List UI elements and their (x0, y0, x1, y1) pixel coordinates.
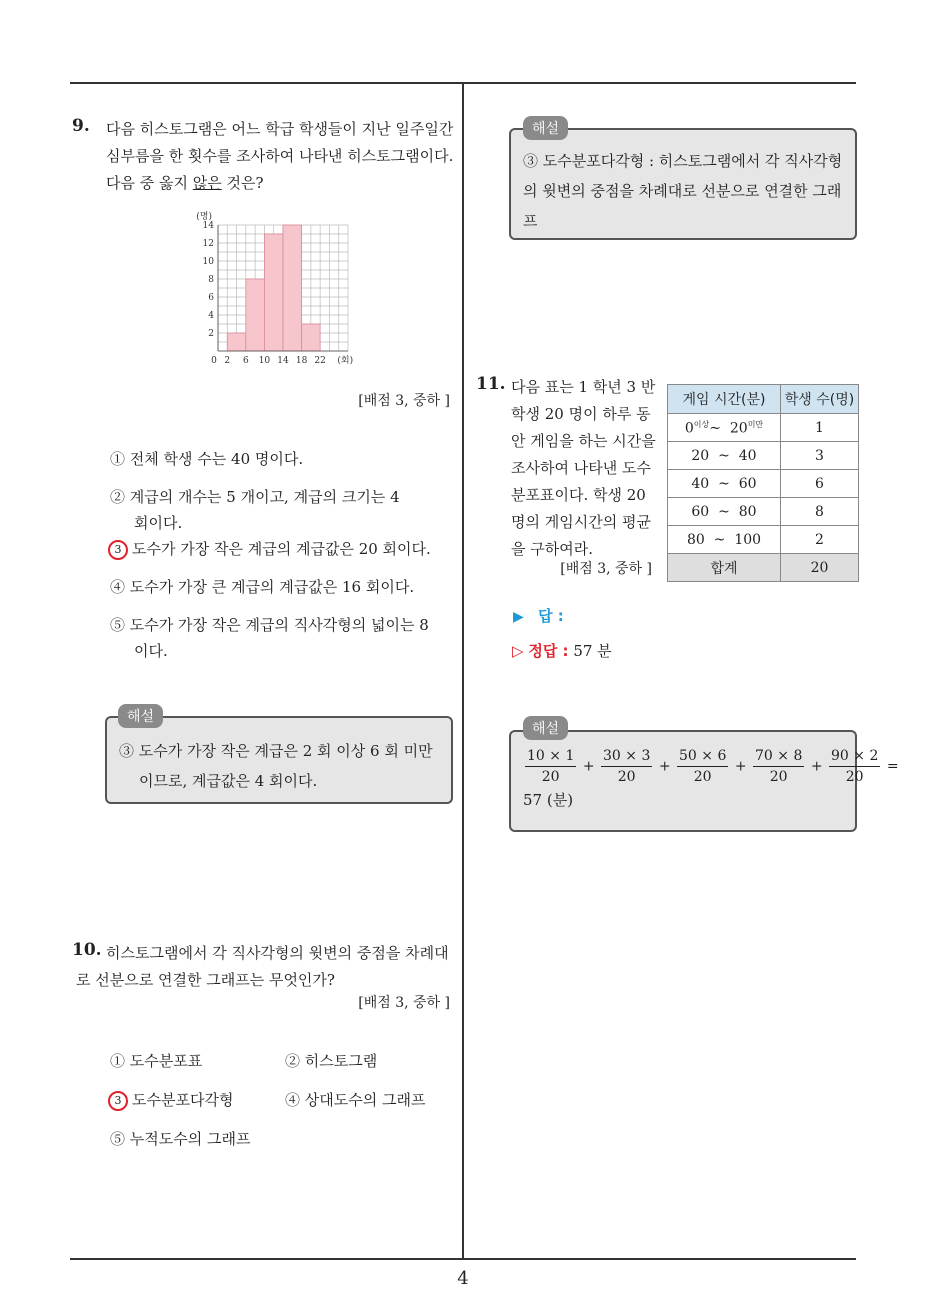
fraction: $\frac{50 \times 6}{20}$ (679, 748, 727, 785)
column-divider (462, 82, 464, 1260)
selected-answer-circle-icon: 3 (108, 1091, 128, 1111)
q11-text-line: 명의 게임시간의 평균 (511, 513, 651, 531)
q10-solution-tag: 해설 (523, 116, 568, 140)
q11-text-line: 다음 표는 1 학년 3 반 (511, 378, 656, 396)
q10-number: 10. (72, 940, 102, 960)
q10-option-2[interactable]: ② 히스토그램 (285, 1052, 378, 1070)
page-number: 4 (457, 1268, 469, 1289)
table-header-count: 학생 수(명) (781, 385, 859, 414)
q10-text-line2: 로 선분으로 연결한 그래프는 무엇인가? (76, 971, 335, 989)
histogram-bar (246, 279, 265, 351)
fraction: $\frac{70 \times 8}{20}$ (755, 748, 803, 785)
answer-row (513, 605, 564, 626)
y-axis-label: (명) (196, 212, 212, 222)
solution-result: 57 (분) (523, 791, 574, 809)
q11-number: 11. (476, 374, 506, 394)
x-tick-label: 6 (242, 356, 249, 366)
q9-option-2[interactable]: ② 계급의 개수는 5 개이고, 계급의 크기는 4 회이다. (110, 488, 400, 532)
q10-solution-line1: ③ 도수분포다각형 : 히스토그램에서 각 직사각형 (523, 152, 843, 170)
q9-meta: [배점 3, 중하 ] (358, 393, 450, 409)
table-row: 60 ~ 80 8 (668, 498, 859, 526)
correct-answer-row (512, 640, 612, 661)
x-axis-label: (회) (337, 356, 354, 366)
fraction: $\frac{10 \times 1}{20}$ (527, 748, 575, 785)
table-total-row: 합계 20 (668, 554, 859, 582)
fraction: $\frac{30 \times 3}{20}$ (603, 748, 651, 785)
histogram-chart (190, 208, 370, 370)
q11-solution-box (509, 730, 899, 832)
answer-label: 답 : (538, 607, 564, 625)
y-tick-label: 4 (208, 311, 214, 321)
q9-text-line2: 심부름을 한 횟수를 조사하여 나타낸 히스토그램이다. (106, 147, 454, 165)
fraction-sum: $\frac{10 \times 1}{20}$ + $\frac{30 \times 3}{20}$ + $\frac{50 \times 6}{20}$ + $\frac{70 \times 8}{20}$ + $\frac{90 \times 2}{20}$ = (527, 748, 899, 785)
table-row: $0^{이상}\sim$ $20^{미만}$ 1 (668, 414, 859, 442)
q10-solution-box (509, 128, 857, 240)
selected-answer-circle-icon: 3 (108, 540, 128, 560)
q10-solution-line2: 의 윗변의 중점을 차례대로 선분으로 연결한 그래 (523, 182, 842, 200)
q9-solution-line1: ③ 도수가 가장 작은 계급은 2 회 이상 6 회 미만 (119, 742, 433, 760)
q9-option-3[interactable]: 3 도수가 가장 작은 계급의 계급값은 20 회이다. (110, 536, 455, 574)
q11-solution-tag: 해설 (523, 716, 568, 740)
outline-arrow-icon: ▷ (512, 642, 524, 660)
y-tick-label: 2 (208, 329, 214, 339)
table-header-time: 게임 시간(분) (668, 385, 781, 414)
frequency-table (667, 384, 859, 582)
q9-options (110, 446, 455, 664)
q9-underline-not: 않은 (192, 174, 222, 192)
table-row: 40 ~ 60 6 (668, 470, 859, 498)
q10-meta: [배점 3, 중하 ] (358, 995, 450, 1011)
q10-option-3[interactable]: 3 도수분포다각형 (110, 1087, 233, 1113)
q9-text (106, 116, 458, 197)
y-tick-label: 14 (202, 221, 214, 231)
fraction: $\frac{90 \times 2}{20}$ (831, 748, 879, 785)
q11-text-line: 을 구하여라. (511, 540, 593, 558)
q9-option-4[interactable]: ④ 도수가 가장 큰 계급의 계급값은 16 회이다. (110, 578, 415, 596)
table-row: 20 ~ 40 3 (668, 442, 859, 470)
q10-solution-line3: 프 (523, 212, 538, 230)
q9-solution-line2: 이므로, 계급값은 4 회이다. (139, 772, 318, 790)
option-mark: ① (110, 450, 126, 468)
histogram-bar (283, 225, 302, 351)
q11-text (511, 374, 656, 563)
y-tick-label: 12 (202, 239, 214, 249)
x-tick-label: 14 (277, 356, 289, 366)
q11-text-line: 조사하여 나타낸 도수 (511, 459, 651, 477)
q11-text-line: 안 게임을 하는 시간을 (511, 432, 656, 450)
x-tick-label: 2 (224, 356, 231, 366)
x-tick-label: 0 (211, 356, 217, 366)
y-tick-label: 10 (202, 257, 214, 267)
table-row: 80 ~ 100 2 (668, 526, 859, 554)
y-tick-label: 6 (208, 293, 214, 303)
q9-option-5[interactable]: ⑤ 도수가 가장 작은 계급의 직사각형의 넓이는 8 이다. (110, 616, 429, 660)
histogram-bar (264, 234, 283, 351)
q9-number: 9. (72, 116, 90, 136)
q11-text-line: 분포표이다. 학생 20 (511, 486, 646, 504)
histogram-bar (227, 333, 246, 351)
x-tick-label: 18 (295, 356, 308, 366)
q10-option-5[interactable]: ⑤ 누적도수의 그래프 (110, 1130, 251, 1148)
x-tick-label: 10 (258, 356, 271, 366)
q9-option-1[interactable]: ① 전체 학생 수는 40 명이다. (110, 450, 304, 468)
y-tick-label: 8 (208, 275, 214, 285)
q11-text-line: 학생 20 명이 하루 동 (511, 405, 651, 423)
correct-value: 57 분 (573, 642, 612, 660)
correct-label: 정답 : (528, 642, 569, 660)
histogram-bar (302, 324, 321, 351)
play-arrow-icon: ▶ (513, 609, 524, 625)
q9-text-line3: 다음 중 옳지 않은 것은? (106, 174, 264, 192)
q10-text-line1: 히스토그램에서 각 직사각형의 윗변의 중점을 차례대 (106, 944, 449, 962)
bottom-rule (70, 1258, 856, 1260)
q9-solution-tag: 해설 (118, 704, 163, 728)
q10-option-1[interactable]: ① 도수분포표 (110, 1052, 203, 1070)
q10-option-4[interactable]: ④ 상대도수의 그래프 (285, 1091, 426, 1109)
x-tick-label: 22 (314, 356, 326, 366)
q9-solution-box (105, 716, 453, 804)
q9-text-line1: 다음 히스토그램은 어느 학급 학생들이 지난 일주일간 (106, 120, 454, 138)
q11-meta: [배점 3, 중하 ] (560, 561, 652, 577)
